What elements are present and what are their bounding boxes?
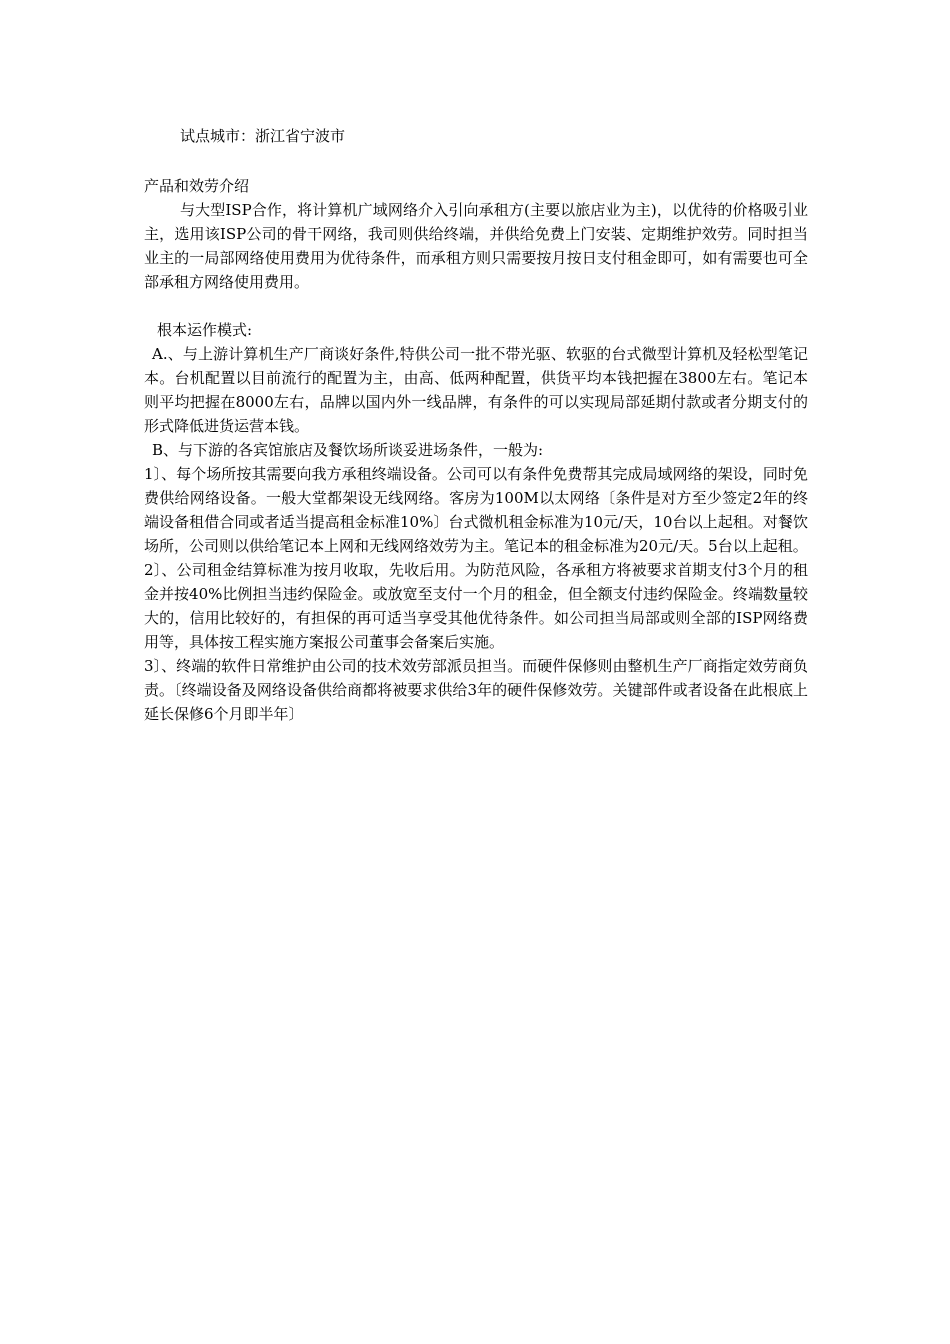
section-heading: 产品和效劳介绍	[144, 177, 250, 195]
item-3-paragraph: 3〕、终端的软件日常维护由公司的技术效劳部派员担当。而硬件保修则由整机生产厂商指定效劳商负责。〔终端设备及网络设备供给商都将被要求供给3年的硬件保修效劳。关键部件或者设备在此根底上延长保修6个月即半年〕	[144, 657, 808, 723]
item-2-paragraph: 2〕、公司租金结算标准为按月收取，先收后用。为防范风险，各承租方将被要求首期支付3个月的租金并按40%比例担当违约保险金。或放宽至支付一个月的租金，但全额支付违约保险金。终端数量较大的，信用比较好的，有担保的再可适当享受其他优待条件。如公司担当局部或则全部的ISP网络费用等，具体按工程实施方案报公司董事会备案后实施。	[144, 561, 808, 651]
item-a-paragraph: A.、与上游计算机生产厂商谈好条件,特供公司一批不带光驱、软驱的台式微型计算机及轻松型笔记本。台机配置以目前流行的配置为主，由高、低两种配置，供货平均本钱把握在3800左右。笔记本则平均把握在8000左右，品牌以国内外一线品牌，有条件的可以实现局部延期付款或者分期支付的形式降低进货运营本钱。	[144, 345, 808, 435]
document-body	[144, 124, 808, 726]
intro-paragraph: 与大型ISP合作，将计算机广域网络介入引向承租方(主要以旅店业为主)，以优待的价格吸引业主，选用该ISP公司的骨干网络，我司则供给终端，并供给免费上门安装、定期维护效劳。同时担当业主的一局部网络使用费用为优待条件，而承租方则只需要按月按日支付租金即可，如有需要也可全部承租方网络使用费用。	[144, 201, 808, 291]
operation-mode-heading: 根本运作模式:	[157, 321, 253, 339]
pilot-city-line: 试点城市：浙江省宁波市	[180, 127, 346, 145]
item-b-paragraph: B、与下游的各宾馆旅店及餐饮场所谈妥进场条件，一般为:	[152, 441, 544, 459]
item-1-paragraph: 1〕、每个场所按其需要向我方承租终端设备。公司可以有条件免费帮其完成局域网络的架设，同时免费供给网络设备。一般大堂都架设无线网络。客房为100M以太网络〔条件是对方至少签定2年的终端设备租借合同或者适当提高租金标准10%〕台式微机租金标准为10元/天，10台以上起租。对餐饮场所，公司则以供给笔记本上网和无线网络效劳为主。笔记本的租金标准为20元/天。5台以上起租。	[144, 465, 808, 555]
